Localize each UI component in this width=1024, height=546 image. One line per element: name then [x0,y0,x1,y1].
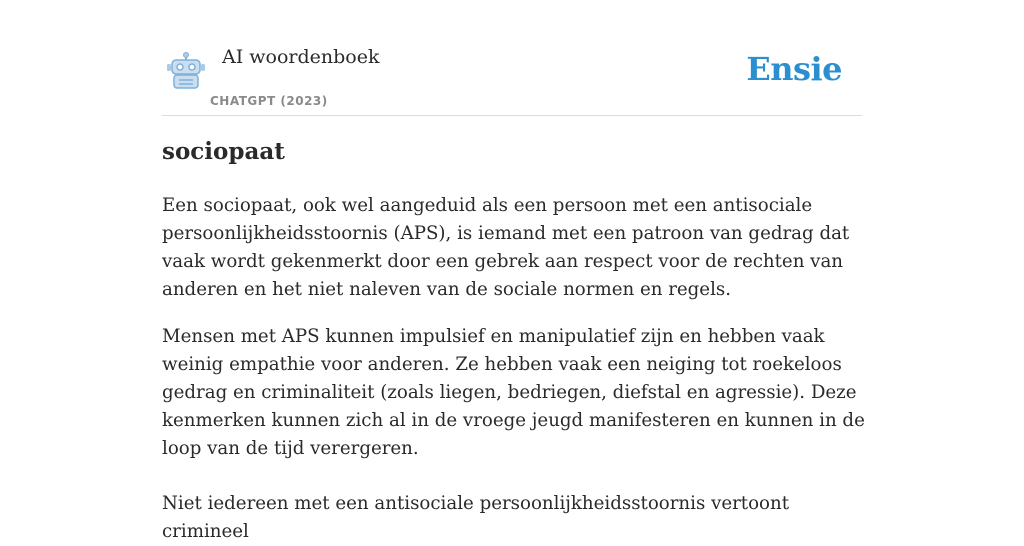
source-subtitle: CHATGPT (2023) [210,94,328,108]
definition-paragraph-3: Niet iedereen met een antisociale persoonlijkheidsstoornis vertoont crimineel [162,493,790,542]
entry-term: sociopaat [162,138,285,165]
brand-logo-link[interactable]: Ensie [746,50,842,88]
source-title: AI woordenboek [222,46,380,68]
source-header [162,40,862,116]
robot-icon [166,52,206,90]
definition-paragraph-1: Een sociopaat, ook wel aangeduid als een persoon met een antisociale persoonlijkheidsstoornis (APS), is iemand met een patroon van gedrag dat vaak wordt gekenmerkt door een gebrek aan respect voor de rechten van anderen en het niet naleven van de sociale normen en regels. [162,195,850,300]
definition-paragraph-2: Mensen met APS kunnen impulsief en manipulatief zijn en hebben vaak weinig empathie voor anderen. Ze hebben vaak een neiging tot roekeloos gedrag en criminaliteit (zoals liegen, bedriegen, diefstal en agressie). Deze kenmerken kunnen zich al in de vroege jeugd manifesteren en kunnen in de loop van de tijd verergeren. [162,326,865,459]
entry-definition [162,192,866,546]
